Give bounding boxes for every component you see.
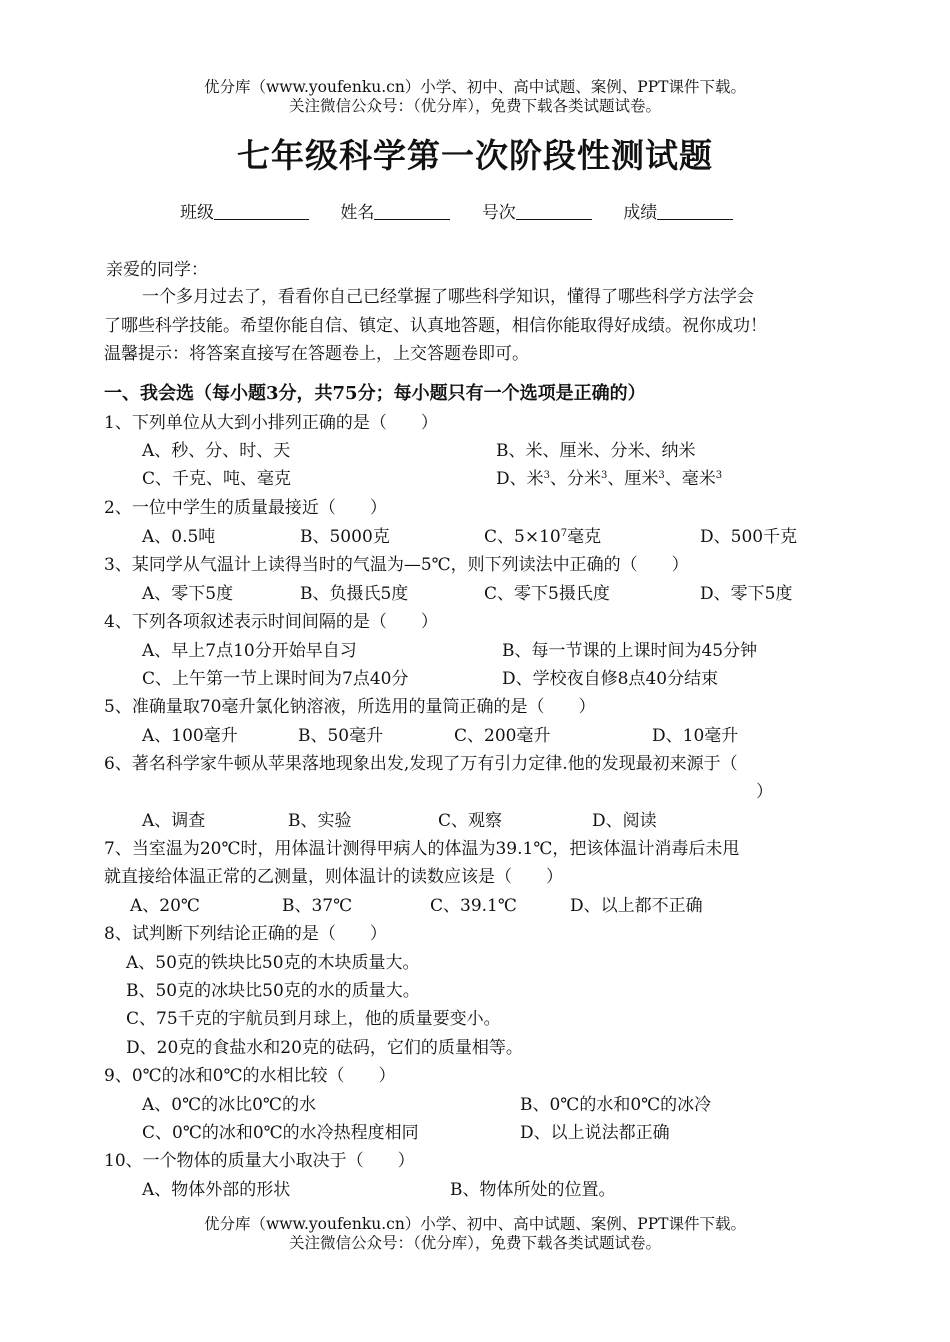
- question-1-stem: 1、下列单位从大到小排列正确的是（ ）: [104, 413, 438, 433]
- question-2-option-b: B、5000克: [300, 527, 390, 547]
- question-10-stem: 10、一个物体的质量大小取决于（ ）: [104, 1151, 415, 1171]
- question-6-option-d: D、阅读: [592, 811, 657, 831]
- question-7-option-c: C、39.1℃: [430, 896, 517, 916]
- question-8-option-b: B、50克的冰块比50克的水的质量大。: [126, 981, 420, 1001]
- question-4-option-b: B、每一节课的上课时间为45分钟: [502, 641, 758, 661]
- question-9-option-d: D、以上说法都正确: [520, 1123, 670, 1143]
- name-blank[interactable]: [374, 203, 450, 220]
- class-blank[interactable]: [214, 203, 309, 220]
- question-9-option-a: A、0℃的冰比0℃的水: [142, 1095, 316, 1115]
- question-4-option-c: C、上午第一节上课时间为7点40分: [142, 669, 409, 689]
- question-9-option-b: B、0℃的水和0℃的冰冷: [520, 1095, 712, 1115]
- question-1-option-a: A、秒、分、时、天: [142, 441, 291, 461]
- question-6-option-c: C、观察: [438, 811, 503, 831]
- question-5-option-c: C、200毫升: [454, 726, 551, 746]
- student-info-fields: [180, 198, 759, 223]
- score-blank[interactable]: [657, 203, 733, 220]
- question-8-option-a: A、50克的铁块比50克的木块质量大。: [126, 953, 420, 973]
- question-2-option-c: C、$5\times 10^7$毫克: [484, 527, 602, 547]
- question-7-stem-line-1: 7、当室温为20℃时，用体温计测得甲病人的体温为39.1℃，把该体温计消毒后未甩: [104, 839, 740, 859]
- header-line-2: 关注微信公众号：（优分库），免费下载各类试题试卷。: [288, 97, 661, 115]
- question-5-option-a: A、100毫升: [142, 726, 238, 746]
- class-field: 班级: [180, 198, 309, 223]
- footer-line-1: 优分库（www.youfenku.cn）小学、初中、高中试题、案例、PPT课件下载。: [203, 1215, 747, 1233]
- question-6-option-b: B、实验: [288, 811, 352, 831]
- intro-paragraph-2: 了哪些科学技能。希望你能自信、镇定、认真地答题，相信你能取得好成绩。祝你成功！: [104, 316, 767, 336]
- question-5-option-b: B、50毫升: [298, 726, 384, 746]
- number-field: 号次: [482, 198, 592, 223]
- page-title: 七年级科学第一次阶段性测试题: [237, 136, 713, 175]
- question-7-stem-line-2: 就直接给体温正常的乙测量，则体温计的读数应该是（ ）: [104, 867, 563, 887]
- question-7-option-b: B、37℃: [282, 896, 353, 916]
- question-7-option-a: A、20℃: [130, 896, 200, 916]
- intro-paragraph-1: 一个多月过去了，看看你自己已经掌握了哪些科学知识，懂得了哪些科学方法学会: [142, 287, 754, 307]
- question-4-option-a: A、早上7点10分开始早自习: [142, 641, 357, 661]
- question-4-stem: 4、下列各项叙述表示时间间隔的是（ ）: [104, 612, 438, 632]
- number-blank[interactable]: [516, 203, 592, 220]
- name-field: 姓名: [340, 198, 450, 223]
- question-6-option-a: A、调查: [142, 811, 206, 831]
- question-6-close-paren: ）: [756, 782, 773, 802]
- question-10-option-b: B、物体所处的位置。: [450, 1180, 616, 1200]
- question-2-stem: 2、一位中学生的质量最接近（ ）: [104, 498, 387, 518]
- question-3-option-d: D、零下5度: [700, 584, 793, 604]
- question-3-stem: 3、某同学从气温计上读得当时的气温为—5℃，则下列读法中正确的（ ）: [104, 555, 689, 575]
- question-4-option-d: D、学校夜自修8点40分结束: [502, 669, 719, 689]
- question-1-option-c: C、千克、吨、毫克: [142, 469, 292, 489]
- intro-greeting: 亲爱的同学：: [106, 260, 208, 280]
- question-5-stem: 5、准确量取70毫升氯化钠溶液，所选用的量筒正确的是（ ）: [104, 697, 596, 717]
- question-2-option-d: D、500千克: [700, 527, 798, 547]
- question-8-stem: 8、试判断下列结论正确的是（ ）: [104, 924, 387, 944]
- intro-tip: 温馨提示：将答案直接写在答题卷上，上交答题卷即可。: [104, 344, 529, 364]
- score-field: 成绩: [623, 198, 733, 223]
- question-5-option-d: D、10毫升: [652, 726, 739, 746]
- question-8-option-d: D、20克的食盐水和20克的砝码，它们的质量相等。: [126, 1038, 523, 1058]
- question-3-option-a: A、零下5度: [142, 584, 234, 604]
- question-1-option-d: D、米$^3$、分米$^3$、厘米$^3$、毫米$^3$: [496, 469, 723, 489]
- question-9-option-c: C、0℃的冰和0℃的水冷热程度相同: [142, 1123, 419, 1143]
- question-6-stem: 6、著名科学家牛顿从苹果落地现象出发,发现了万有引力定律.他的发现最初来源于（: [104, 754, 738, 774]
- question-10-option-a: A、物体外部的形状: [142, 1180, 291, 1200]
- footer-line-2: 关注微信公众号：（优分库），免费下载各类试题试卷。: [288, 1234, 661, 1252]
- question-9-stem: 9、0℃的冰和0℃的水相比较（ ）: [104, 1066, 396, 1086]
- question-2-option-a: A、0.5吨: [142, 527, 216, 547]
- question-8-option-c: C、75千克的宇航员到月球上，他的质量要变小。: [126, 1009, 501, 1029]
- header-line-1: 优分库（www.youfenku.cn）小学、初中、高中试题、案例、PPT课件下载。: [203, 78, 747, 96]
- question-7-option-d: D、以上都不正确: [570, 896, 703, 916]
- question-3-option-c: C、零下5摄氏度: [484, 584, 610, 604]
- question-3-option-b: B、负摄氏5度: [300, 584, 409, 604]
- section-1-heading: 一、我会选（每小题3分，共75分；每小题只有一个选项是正确的）: [104, 383, 646, 404]
- question-1-option-b: B、米、厘米、分米、纳米: [496, 441, 696, 461]
